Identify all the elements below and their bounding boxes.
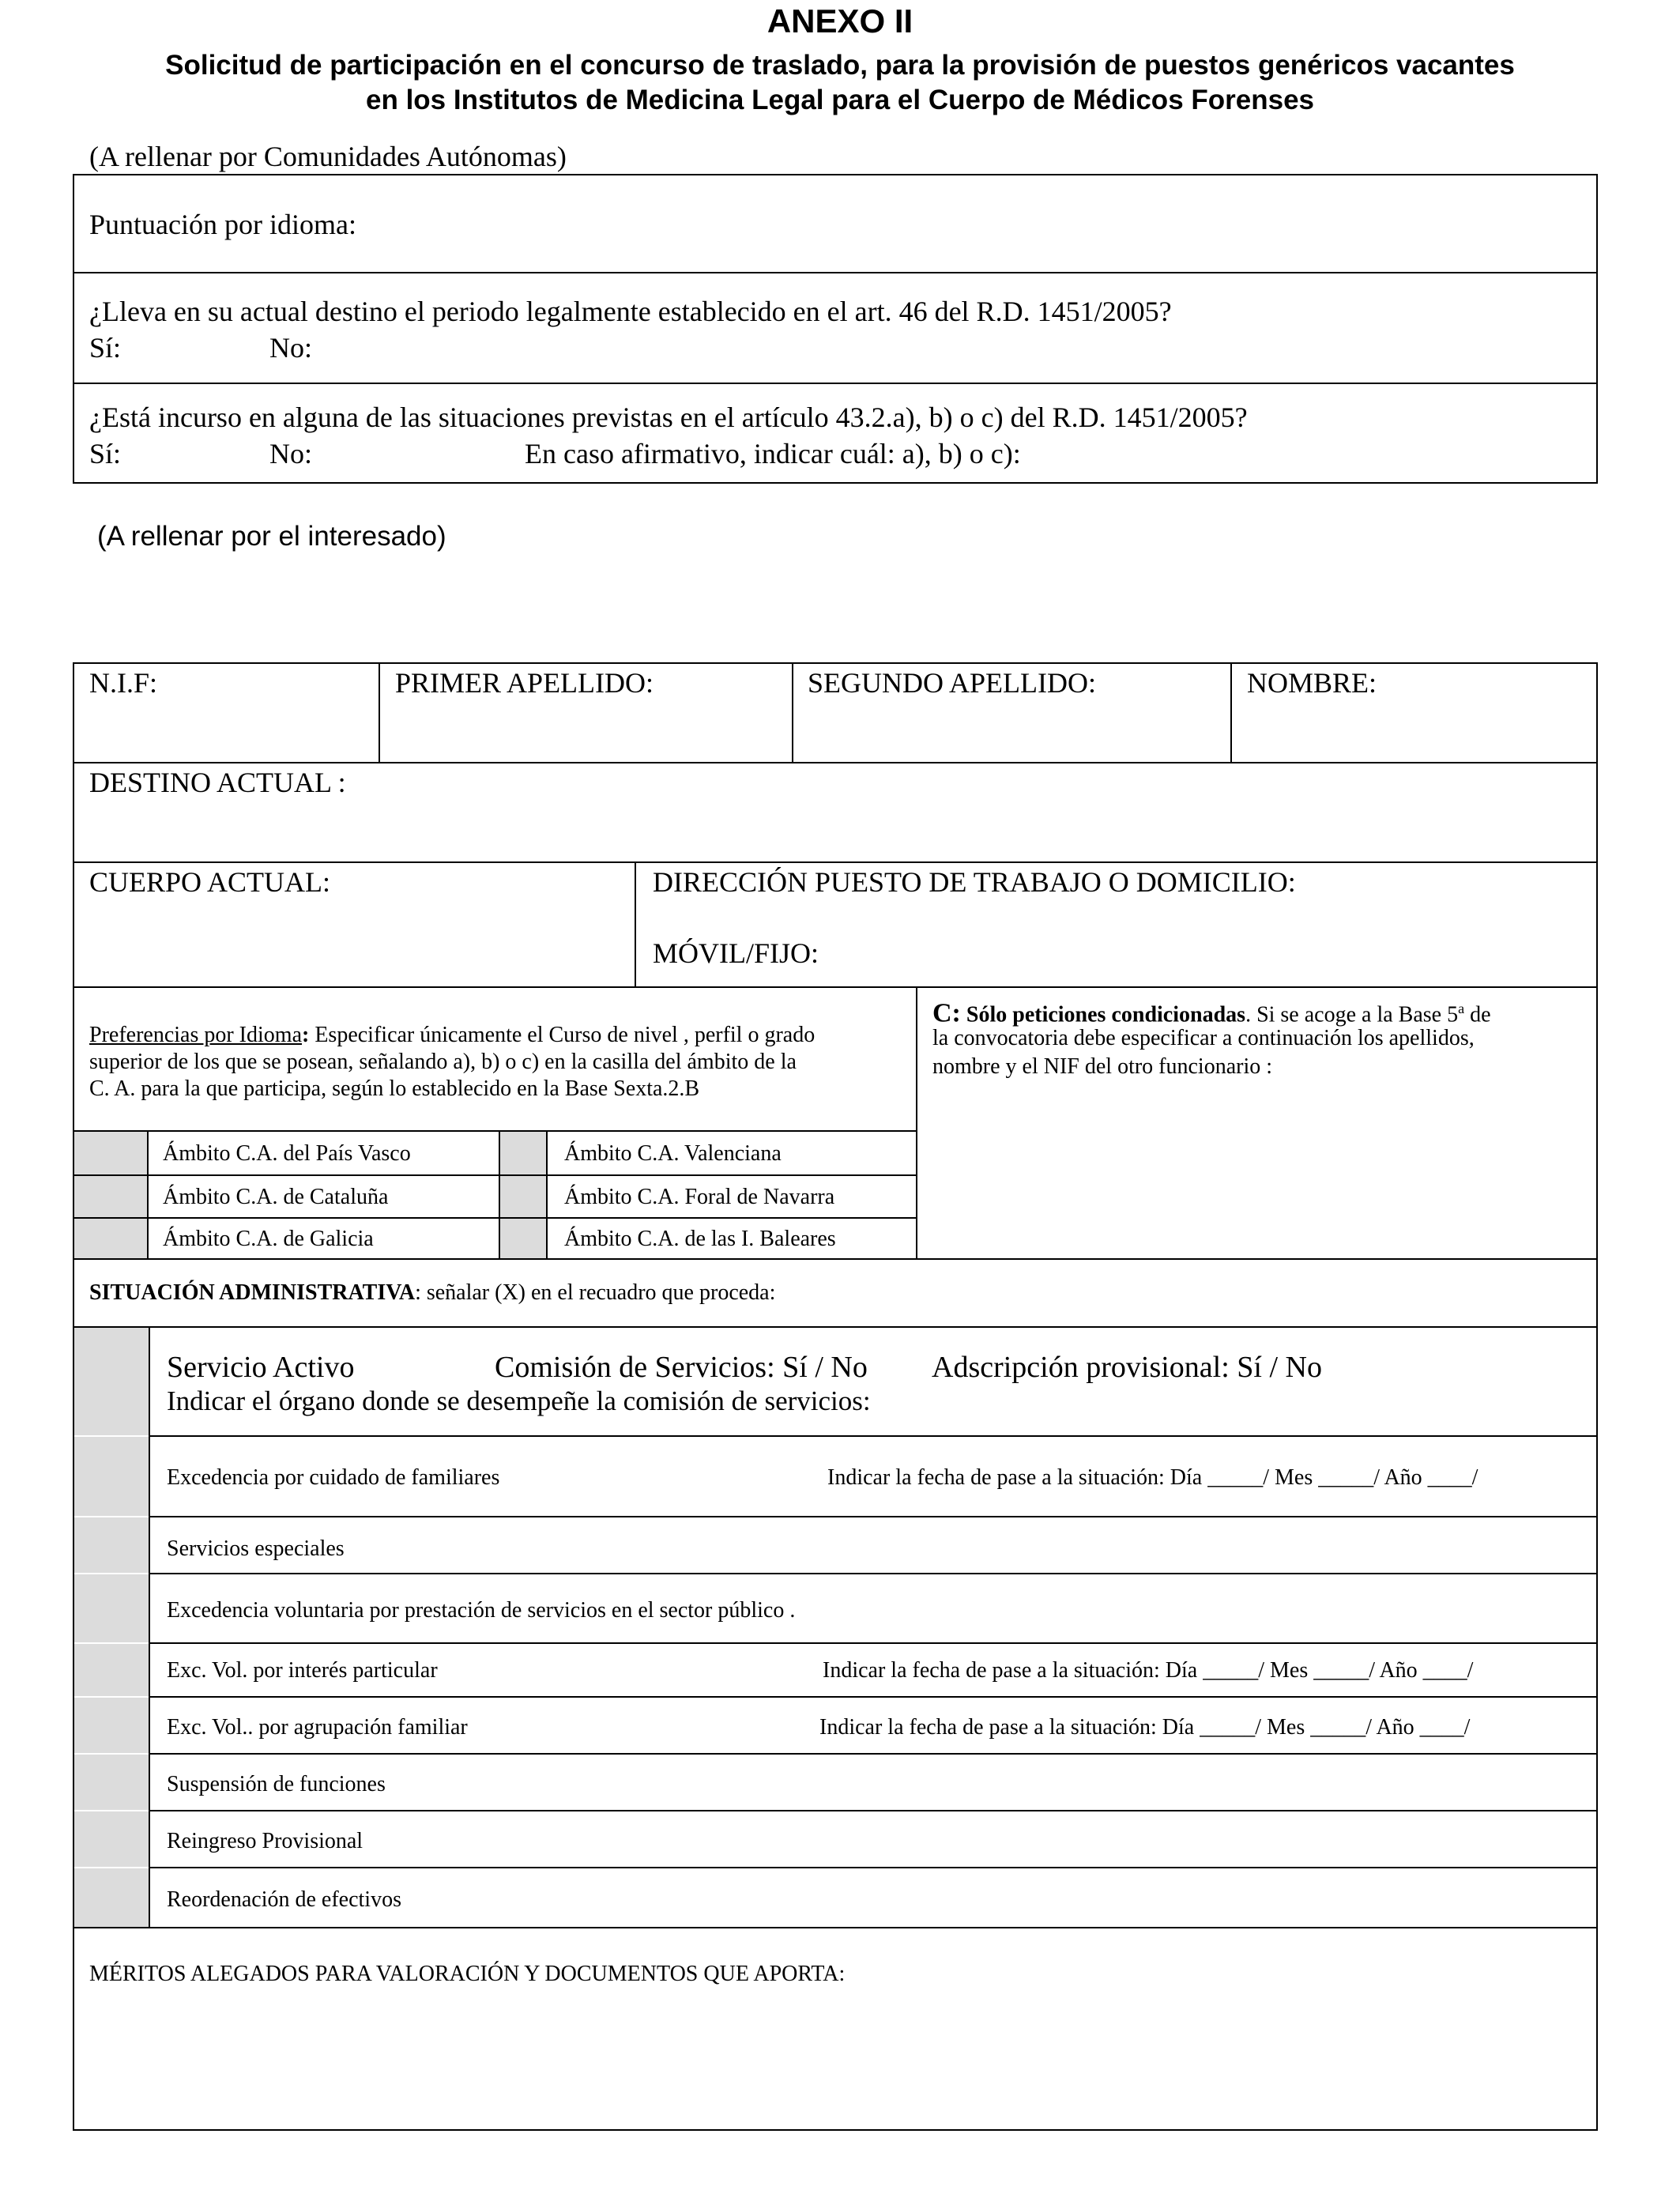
divider — [149, 1435, 1598, 1437]
checkbox-servicio-activo[interactable] — [74, 1328, 149, 1435]
language-prefs-line1: Especificar únicamente el Curso de nivel , perfil o grado — [309, 1023, 816, 1047]
checkbox-sector-publico[interactable] — [74, 1574, 149, 1642]
divider — [147, 1130, 149, 1260]
current-body-field[interactable]: CUERPO ACTUAL: — [89, 866, 331, 898]
row-date-cuidado-familiares[interactable]: Indicar la fecha de pase a la situación: Día _____/ Mes _____/ Año ____/ — [827, 1465, 1478, 1490]
checkbox-agrupacion-familiar[interactable] — [74, 1698, 149, 1753]
conditional-line1-end: de — [1464, 1002, 1491, 1027]
language-score-label: Puntuación por idioma: — [89, 209, 356, 240]
nif-field[interactable]: N.I.F: — [89, 667, 158, 699]
checkbox-servicios-especiales[interactable] — [74, 1517, 149, 1573]
divider — [635, 861, 636, 988]
second-surname-field[interactable]: SEGUNDO APELLIDO: — [808, 667, 1096, 699]
divider — [73, 1326, 1598, 1328]
divider — [73, 1130, 917, 1132]
row-label-cuidado-familiares: Excedencia por cuidado de familiares — [167, 1465, 500, 1490]
checkbox-navarra[interactable] — [500, 1176, 546, 1217]
divider — [792, 662, 793, 763]
area-baleares: Ámbito C.A. de las I. Baleares — [564, 1227, 836, 1251]
comision-servicios-label: Comisión de Servicios: Sí / No — [495, 1351, 868, 1384]
row-label-servicios-especiales: Servicios especiales — [167, 1536, 345, 1561]
checkbox-galicia[interactable] — [74, 1219, 147, 1258]
area-cataluna: Ámbito C.A. de Cataluña — [163, 1185, 389, 1209]
page-subtitle-line1: Solicitud de participación en el concurso de traslado, para la provisión de puestos genéricos vacantes — [165, 50, 1515, 81]
admin-situation-header — [89, 1279, 775, 1307]
indicar-organo-label: Indicar el órgano donde se desempeñe la comisión de servicios: — [167, 1385, 871, 1416]
checkbox-pais-vasco[interactable] — [74, 1132, 147, 1174]
divider — [916, 986, 917, 1260]
q1-yes-label[interactable]: Sí: — [89, 332, 122, 364]
divider — [149, 1753, 1598, 1755]
checkbox-suspension[interactable] — [74, 1755, 149, 1810]
adscripcion-provisional-label: Adscripción provisional: Sí / No — [932, 1351, 1322, 1384]
language-prefs-text-line1 — [89, 1021, 815, 1050]
q2-yes-label[interactable]: Sí: — [89, 438, 122, 469]
divider — [149, 1642, 1598, 1644]
divider — [149, 1867, 1598, 1868]
checkbox-cuidado-familiares[interactable] — [74, 1437, 149, 1516]
servicio-activo-label: Servicio Activo — [167, 1351, 355, 1384]
conditional-letter: C: — [932, 998, 961, 1028]
divider — [73, 861, 1598, 863]
checkbox-reordenacion[interactable] — [74, 1868, 149, 1927]
divider — [73, 383, 1598, 384]
row-label-suspension: Suspensión de funciones — [167, 1772, 386, 1796]
question-period: ¿Lleva en su actual destino el periodo legalmente establecido en el art. 46 del R.D. 1451/2005? — [89, 296, 1172, 327]
divider — [73, 1258, 1598, 1260]
divider — [546, 1130, 548, 1260]
first-surname-field[interactable]: PRIMER APELLIDO: — [395, 667, 654, 699]
language-prefs-text-line3: C. A. para la que participa, según lo establecido en la Base Sexta.2.B — [89, 1076, 700, 1101]
conditional-text-line2: la convocatoria debe especificar a continuación los apellidos, — [932, 1026, 1475, 1050]
ccaa-note: (A rellenar por Comunidades Autónomas) — [89, 141, 567, 172]
divider — [499, 1130, 500, 1260]
row-label-agrupacion-familiar: Exc. Vol.. por agrupación familiar — [167, 1715, 468, 1740]
area-navarra: Ámbito C.A. Foral de Navarra — [564, 1185, 835, 1209]
divider — [149, 1573, 1598, 1574]
divider — [149, 1516, 1598, 1517]
row-label-interes-particular: Exc. Vol. por interés particular — [167, 1658, 438, 1683]
area-pais-vasco: Ámbito C.A. del País Vasco — [163, 1141, 411, 1166]
area-galicia: Ámbito C.A. de Galicia — [163, 1227, 374, 1251]
page-subtitle-line2: en los Institutos de Medicina Legal para el Cuerpo de Médicos Forenses — [366, 85, 1314, 115]
divider — [73, 762, 1598, 763]
divider — [1230, 662, 1232, 763]
question-situations: ¿Está incurso en alguna de las situaciones previstas en el artículo 43.2.a), b) o c) del R.D. 1451/2005? — [89, 401, 1248, 433]
divider — [73, 1927, 1598, 1928]
current-destination-field[interactable]: DESTINO ACTUAL : — [89, 767, 346, 798]
q2-affirmative-label: En caso afirmativo, indicar cuál: a), b) o c): — [525, 438, 1021, 469]
checkbox-cataluna[interactable] — [74, 1176, 147, 1217]
row-label-reingreso: Reingreso Provisional — [167, 1829, 363, 1853]
conditional-bold: Sólo peticiones condicionadas — [960, 1002, 1246, 1027]
divider — [149, 1326, 150, 1928]
divider — [73, 986, 1598, 988]
admin-situation-bold: SITUACIÓN ADMINISTRATIVA — [89, 1280, 416, 1305]
row-date-agrupacion-familiar[interactable]: Indicar la fecha de pase a la situación: Día _____/ Mes _____/ Año ____/ — [819, 1715, 1471, 1740]
row-label-reordenacion: Reordenación de efectivos — [167, 1887, 401, 1912]
q2-no-label[interactable]: No: — [269, 438, 312, 469]
applicant-note: (A rellenar por el interesado) — [97, 521, 446, 552]
checkbox-valenciana[interactable] — [500, 1132, 546, 1174]
conditional-line1-rest: . Si se acoge a la Base 5 — [1245, 1002, 1459, 1027]
page-title: ANEXO II — [767, 2, 913, 40]
language-prefs-text-line2: superior de los que se posean, señalando a), b) o c) en la casilla del ámbito de la — [89, 1050, 797, 1074]
name-field[interactable]: NOMBRE: — [1247, 667, 1377, 699]
divider — [73, 1174, 917, 1176]
q1-no-label[interactable]: No: — [269, 332, 312, 364]
row-date-interes-particular[interactable]: Indicar la fecha de pase a la situación: Día _____/ Mes _____/ Año ____/ — [823, 1658, 1474, 1683]
divider — [73, 272, 1598, 273]
language-prefs-colon: : — [302, 1023, 310, 1047]
address-field[interactable]: DIRECCIÓN PUESTO DE TRABAJO O DOMICILIO: — [653, 866, 1296, 898]
checkbox-reingreso[interactable] — [74, 1811, 149, 1867]
row-label-sector-publico: Excedencia voluntaria por prestación de servicios en el sector público . — [167, 1598, 796, 1623]
area-valenciana: Ámbito C.A. Valenciana — [564, 1141, 782, 1166]
merits-field[interactable]: MÉRITOS ALEGADOS PARA VALORACIÓN Y DOCUMENTOS QUE APORTA: — [89, 1962, 846, 1986]
conditional-superscript: a — [1458, 1001, 1465, 1016]
divider — [379, 662, 380, 763]
admin-situation-rest: : señalar (X) en el recuadro que proceda: — [415, 1280, 776, 1305]
checkbox-interes-particular[interactable] — [74, 1644, 149, 1696]
divider — [149, 1810, 1598, 1811]
divider — [73, 1217, 917, 1219]
language-prefs-label: Preferencias por Idioma — [89, 1023, 302, 1047]
checkbox-baleares[interactable] — [500, 1219, 546, 1258]
divider — [149, 1696, 1598, 1698]
phone-field[interactable]: MÓVIL/FIJO: — [653, 937, 819, 969]
conditional-text-line3: nombre y el NIF del otro funcionario : — [932, 1054, 1273, 1079]
